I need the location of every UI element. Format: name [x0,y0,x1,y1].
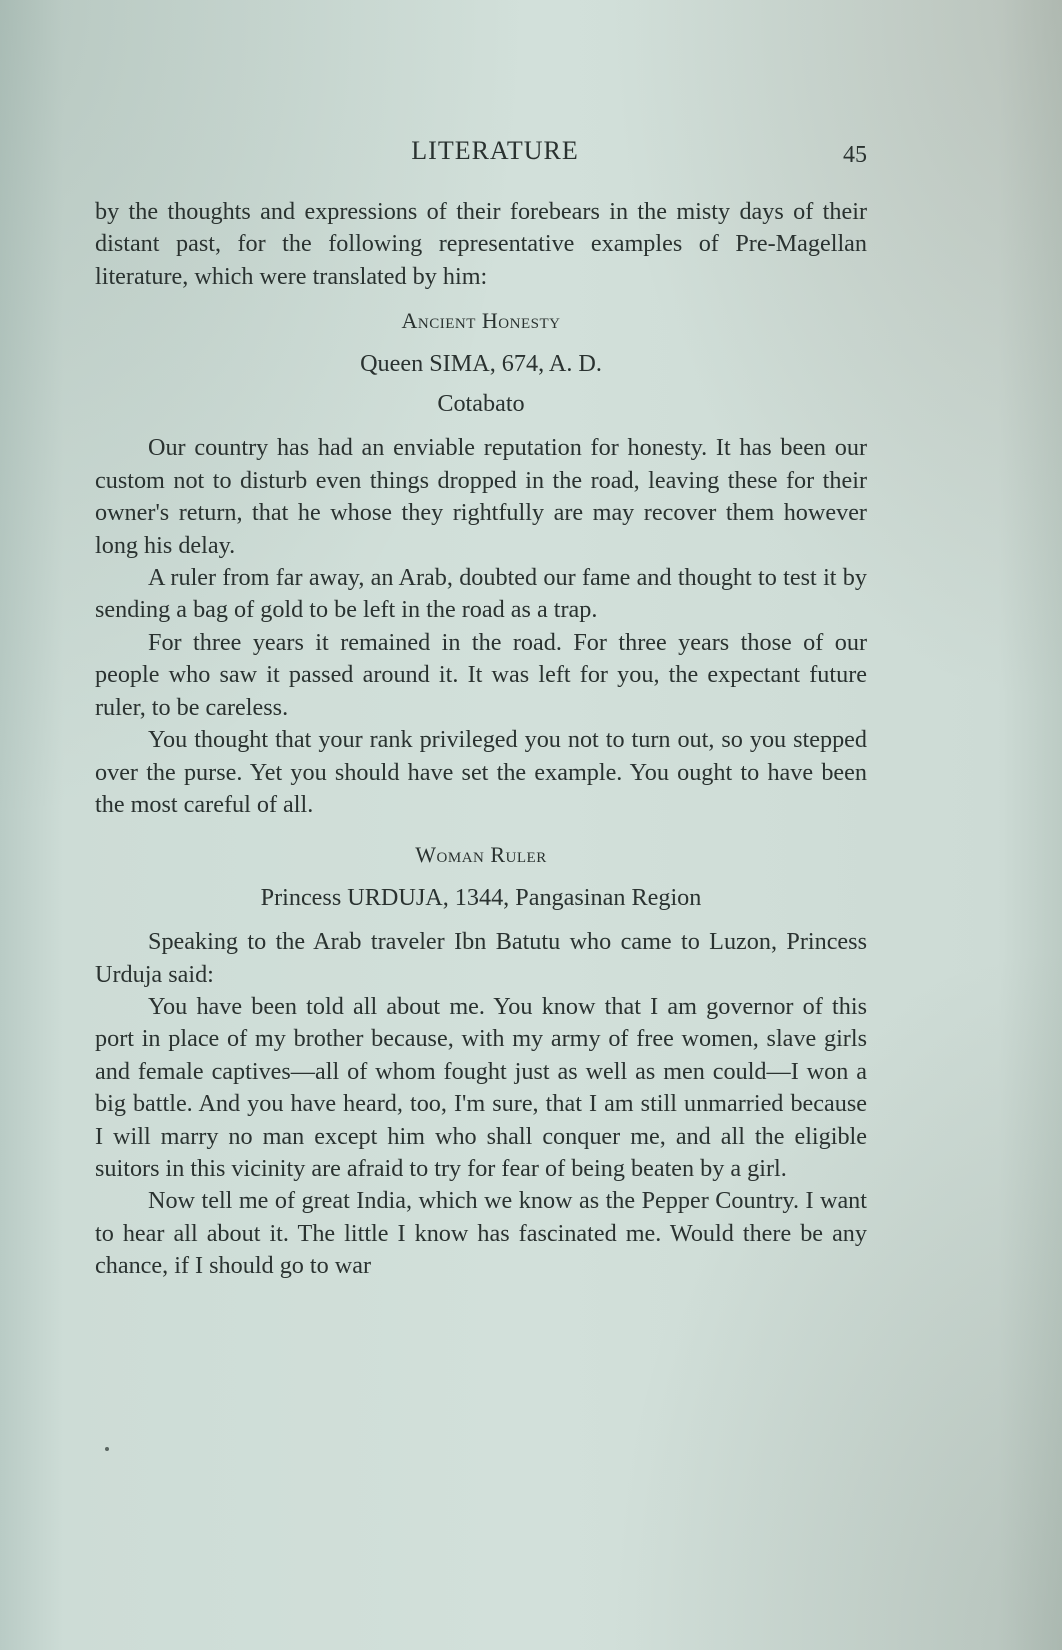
body-paragraph: You have been told all about me. You know that I am governor of this port in place of my brother because, with my army of free women, slave girls and female captives—all of whom fought just as well as men could—I won a big battle. And you have heard, too, I'm sure, that I am still unmarried because I will marry no man except him who shall conquer me, and all the eligible suitors in this vicinity are afraid to try for fear of being beaten by a girl. [95,992,867,1182]
body-paragraph: Speaking to the Arab traveler Ibn Batutu who came to Luzon, Princess Urduja said: [95,928,867,988]
body-paragraph: Now tell me of great India, which we know as the Pepper Country. I want to hear all about it. The little I know has fascinated me. Would there be any chance, if I should go to war [95,1187,867,1280]
running-head [0,136,1062,176]
page-body [95,196,867,1283]
section-place: Cotabato [437,390,525,418]
running-title: LITERATURE [411,136,579,165]
section-title-woman-ruler: Woman Ruler [415,842,547,868]
paper-speck [105,1447,109,1451]
section-attribution: Princess URDUJA, 1344, Pangasinan Region [260,883,702,911]
section-title-ancient-honesty: Ancient Honesty [401,308,561,334]
body-paragraph: For three years it remained in the road. For three years those of our people who saw it passed around it. It was left for you, the expectant future ruler, to be careless. [95,628,867,721]
body-paragraph: You thought that your rank privileged you not to turn out, so you stepped over the purse. Yet you should have set the example. You ought to have been the most careful of all. [95,726,867,818]
body-paragraph: Our country has had an enviable reputation for honesty. It has been our custom not to disturb even things dropped in the road, leaving these for their owner's return, that he whose they rightfully are may recover them however long his delay. [95,434,867,559]
intro-paragraph: by the thoughts and expressions of their forebears in the misty days of their distant past, for the following representative examples of Pre-Magellan literature, which were translated by him: [95,198,867,290]
section-attribution: Queen SIMA, 674, A. D. [360,349,602,377]
body-paragraph: A ruler from far away, an Arab, doubted our fame and thought to test it by sending a bag of gold to be left in the road as a trap. [95,564,867,624]
page-number: 45 [843,142,867,168]
